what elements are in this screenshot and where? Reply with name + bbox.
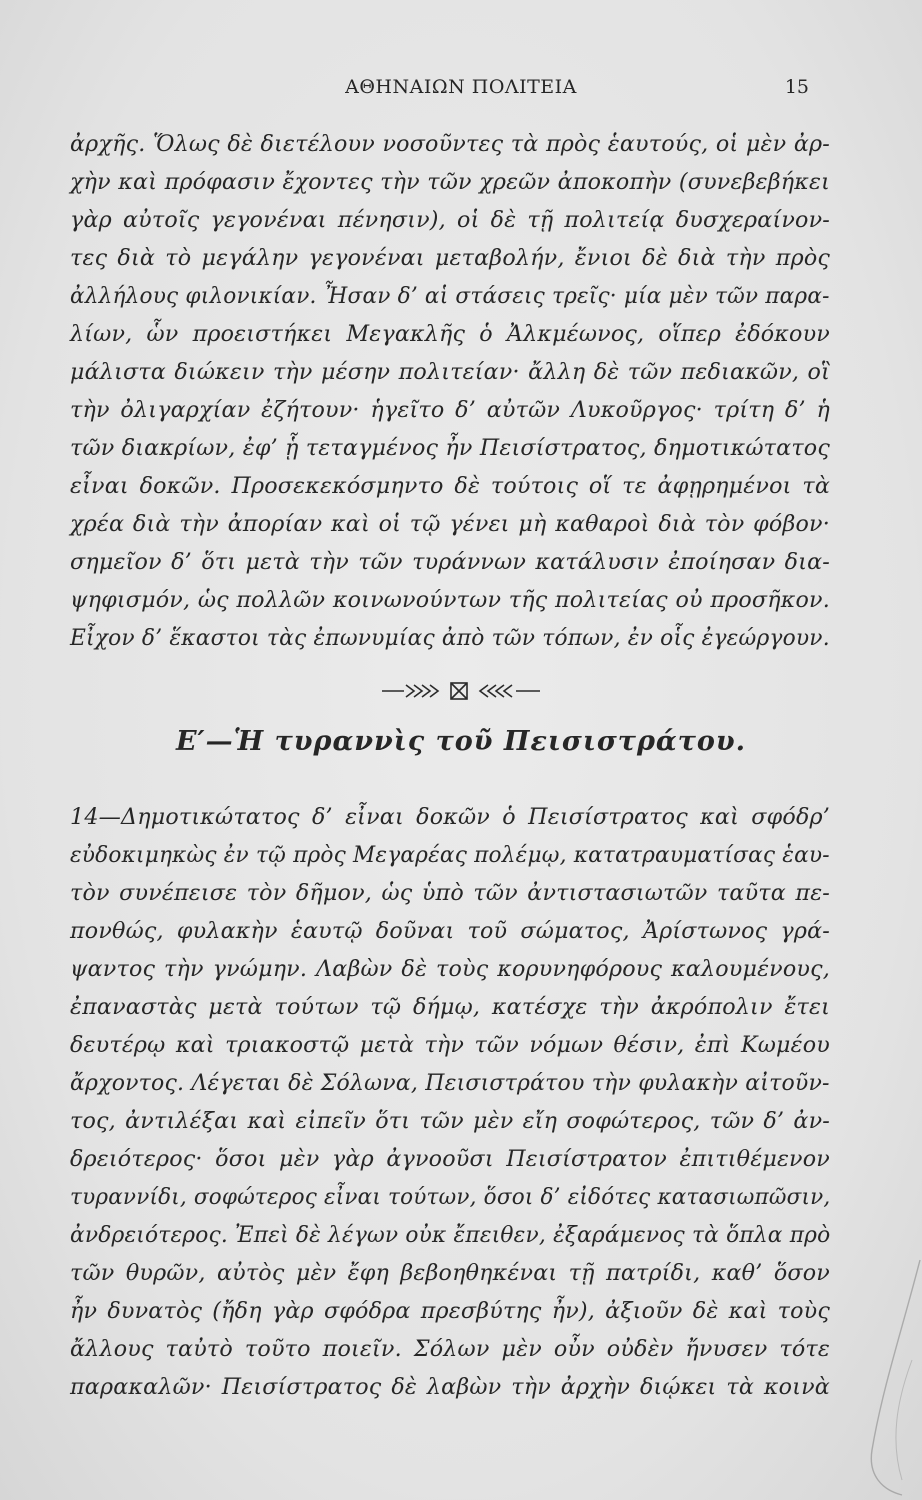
text-line: ἀλλήλους φιλονικίαν. Ἦσαν δ’ αἱ στάσεις τρεῖς· μία μὲν τῶν παρα- (70, 283, 830, 309)
text-line: δρειότερος· ὅσοι μὲν γὰρ ἀγνοοῦσι Πεισίστρατον ἐπιτιθέμενον (70, 1146, 830, 1172)
text-line: τὸν συνέπεισε τὸν δῆμον, ὡς ὑπὸ τῶν ἀντιστασιωτῶν ταῦτα πε- (70, 880, 830, 906)
text-line: χρέα διὰ τὴν ἀπορίαν καὶ οἱ τῷ γένει μὴ καθαροὶ διὰ τὸν φόβον· (70, 511, 830, 537)
text-line: τυραννίδι, σοφώτερος εἶναι τούτων, ὅσοι δ’ εἰδότες κατασιωπῶσιν, (70, 1184, 831, 1210)
text-line: εἶναι δοκῶν. Προσεκεκόσμηντο δὲ τούτοις οἵ τε ἀφῃρημένοι τὰ (70, 473, 830, 499)
text-line: γὰρ αὐτοῖς γεγονέναι πένησιν), οἱ δὲ τῇ πολιτείᾳ δυσχεραίνον- (70, 207, 830, 233)
section-title: Ε′—Ἡ τυραννὶς τοῦ Πεισιστράτου. (175, 726, 747, 757)
page-header (0, 76, 922, 102)
text-line: τῶν θυρῶν, αὐτὸς μὲν ἔφη βεβοηθηκέναι τῇ πατρίδι, καθ’ ὅσον (70, 1260, 830, 1286)
text-line: ἄλλους ταὐτὸ τοῦτο ποιεῖν. Σόλων μὲν οὖν οὐδὲν ἤνυσεν τότε (70, 1336, 830, 1362)
page-number: 15 (784, 76, 809, 98)
page-crease-mark (842, 1240, 922, 1500)
text-line: τος, ἀντιλέξαι καὶ εἰπεῖν ὅτι τῶν μὲν εἴη σοφώτερος, τῶν δ’ ἀν- (70, 1108, 830, 1134)
fleuron-divider-icon (0, 679, 922, 703)
text-line: δευτέρῳ καὶ τριακοστῷ μετὰ τὴν τῶν νόμων θέσιν, ἐπὶ Κωμέου (70, 1032, 830, 1058)
paragraph-2 (70, 798, 830, 1406)
text-line: εὐδοκιμηκὼς ἐν τῷ πρὸς Μεγαρέας πολέμῳ, κατατραυματίσας ἑαυ- (70, 842, 830, 868)
text-line: λίων, ὧν προειστήκει Μεγακλῆς ὁ Ἀλκμέωνος, οἵπερ ἐδόκουν (70, 321, 830, 347)
text-line: τὴν ὀλιγαρχίαν ἐζήτουν· ἡγεῖτο δ’ αὐτῶν Λυκοῦργος· τρίτη δ’ ἡ (70, 397, 830, 423)
text-line: ἦν δυνατὸς (ἤδη γὰρ σφόδρα πρεσβύτης ἦν), ἀξιοῦν δὲ καὶ τοὺς (70, 1298, 830, 1324)
text-line: χὴν καὶ πρόφασιν ἔχοντες τὴν τῶν χρεῶν ἀποκοπὴν (συνεβεβήκει (70, 169, 830, 195)
text-line: τῶν διακρίων, ἐφ’ ᾗ τεταγμένος ἦν Πεισίστρατος, δημοτικώτατος (70, 435, 830, 461)
text-line: σημεῖον δ’ ὅτι μετὰ τὴν τῶν τυράννων κατάλυσιν ἐποίησαν δια- (70, 549, 830, 575)
text-line: 14—Δημοτικώτατος δ’ εἶναι δοκῶν ὁ Πεισίστρατος καὶ σφόδρ’ (70, 804, 830, 830)
text-line: Εἶχον δ’ ἕκαστοι τὰς ἐπωνυμίας ἀπὸ τῶν τόπων, ἐν οἷς ἐγεώργουν. (70, 625, 830, 651)
text-line: ψαντος τὴν γνώμην. Λαβὼν δὲ τοὺς κορυνηφόρους καλουμένους, (70, 956, 830, 982)
text-line: ψηφισμόν, ὡς πολλῶν κοινωνούντων τῆς πολιτείας οὐ προσῆκον. (70, 587, 830, 613)
paragraph-1 (70, 125, 830, 657)
text-line: τες διὰ τὸ μεγάλην γεγονέναι μεταβολήν, ἔνιοι δὲ διὰ τὴν πρὸς (70, 245, 830, 271)
running-title: ΑΘΗΝΑΙΩΝ ΠΟΛΙΤΕΙΑ (345, 76, 577, 98)
text-line: ἐπαναστὰς μετὰ τούτων τῷ δήμῳ, κατέσχε τὴν ἀκρόπολιν ἔτει (70, 994, 830, 1020)
text-line: μάλιστα διώκειν τὴν μέσην πολιτείαν· ἄλλη δὲ τῶν πεδιακῶν, οἳ (70, 359, 830, 385)
text-line: ἀνδρειότερος. Ἐπεὶ δὲ λέγων οὐκ ἔπειθεν, ἐξαράμενος τὰ ὅπλα πρὸ (70, 1222, 831, 1248)
text-line: ἄρχοντος. Λέγεται δὲ Σόλωνα, Πεισιστράτου τὴν φυλακὴν αἰτοῦν- (70, 1070, 830, 1096)
text-line: ἀρχῆς. Ὅλως δὲ διετέλουν νοσοῦντες τὰ πρὸς ἑαυτούς, οἱ μὲν ἀρ- (70, 131, 830, 157)
text-line: πονθώς, φυλακὴν ἑαυτῷ δοῦναι τοῦ σώματος, Ἀρίστωνος γρά- (70, 918, 830, 944)
text-line: παρακαλῶν· Πεισίστρατος δὲ λαβὼν τὴν ἀρχὴν διῴκει τὰ κοινὰ (70, 1374, 830, 1400)
